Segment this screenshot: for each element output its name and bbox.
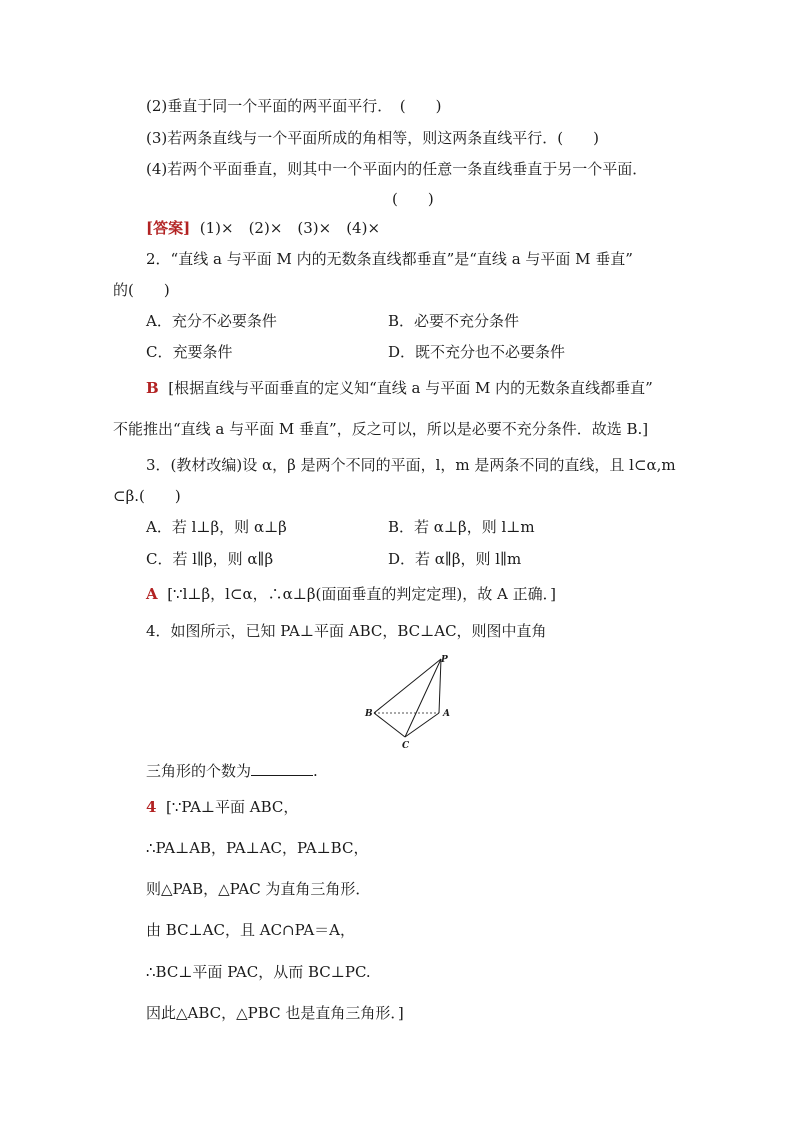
q4-stem-line-1: 4．如图所示，已知 PA⊥平面 ABC，BC⊥AC，则图中直角: [146, 622, 547, 640]
q2-analysis-text: [根据直线与平面垂直的定义知“直线 a 与平面 M 内的无数条直线都垂直”: [168, 379, 653, 397]
q2-analysis-line-2: 不能推出“直线 a 与平面 M 垂直”，反之可以，所以是必要不充分条件．故选 B.]: [113, 420, 649, 438]
q2-option-d: D．既不充分也不必要条件: [388, 343, 566, 361]
answer-blank: [251, 761, 313, 776]
q4-solution-line-4: 由 BC⊥AC，且 AC∩PA＝A，: [146, 921, 355, 939]
q2-option-a: A．充分不必要条件: [146, 312, 277, 330]
label-p: P: [441, 655, 448, 665]
q1-item-2: (2)垂直于同一个平面的两平面平行． ( ): [146, 97, 442, 115]
q4-solution-line-6: 因此△ABC，△PBC 也是直角三角形．]: [146, 1004, 404, 1022]
q4-solution-line-1: [146, 797, 298, 817]
edge-bc: [374, 713, 405, 737]
q3-option-a: A．若 l⊥β，则 α⊥β: [146, 518, 287, 536]
edge-pb: [374, 659, 441, 713]
q4-stem-end: .: [313, 762, 318, 780]
answer-tag: [答案]: [146, 219, 191, 237]
q2-option-c: C．充要条件: [146, 343, 233, 361]
q1-answer: [146, 218, 380, 238]
q3-analysis: [146, 584, 556, 604]
q2-option-b: B．必要不充分条件: [388, 312, 520, 330]
label-a: A: [443, 709, 450, 719]
q1-item-3: (3)若两条直线与一个平面所成的角相等，则这两条直线平行．( ): [146, 129, 599, 147]
q3-option-b: B．若 α⊥β，则 l⊥m: [388, 518, 535, 536]
q4-solution-text: [∵PA⊥平面 ABC，: [165, 798, 299, 816]
label-c: C: [402, 741, 410, 751]
q2-analysis-line-1: [146, 378, 653, 398]
q4-solution-line-2: ∴PA⊥AB，PA⊥AC，PA⊥BC，: [146, 839, 369, 857]
q3-answer-letter: A: [146, 585, 158, 603]
q1-item-4-paren: ( ): [392, 190, 434, 208]
q3-stem-line-2: ⊂β.( ): [113, 487, 181, 505]
label-b: B: [365, 709, 373, 719]
answer-text: (1)× (2)× (3)× (4)×: [199, 219, 381, 237]
q3-stem-line-1: 3．(教材改编)设 α，β 是两个不同的平面，l，m 是两条不同的直线，且 l⊂α,m: [146, 456, 676, 474]
q3-analysis-text: [∵l⊥β，l⊂α，∴α⊥β(面面垂直的判定定理)，故 A 正确．]: [167, 585, 556, 603]
q3-option-d: D．若 α∥β，则 l∥m: [388, 550, 522, 568]
q1-item-4: (4)若两个平面垂直，则其中一个平面内的任意一条直线垂直于另一个平面．: [146, 160, 648, 178]
q4-stem-text: 三角形的个数为: [146, 762, 252, 780]
q4-solution-line-3: 则△PAB，△PAC 为直角三角形．: [146, 880, 371, 898]
edge-pc: [405, 659, 441, 737]
q4-solution-line-5: ∴BC⊥平面 PAC，从而 BC⊥PC.: [146, 963, 371, 981]
q3-option-c: C．若 l∥β，则 α∥β: [146, 550, 274, 568]
q2-answer-letter: B: [146, 379, 159, 397]
pyramid-figure: [362, 651, 458, 751]
q2-stem-line-2: 的( ): [113, 281, 170, 299]
edge-pa: [439, 659, 441, 713]
q4-stem-line-2: [146, 761, 318, 781]
q4-answer-letter: 4: [146, 798, 157, 816]
q2-stem-line-1: 2．“直线 a 与平面 M 内的无数条直线都垂直”是“直线 a 与平面 M 垂直”: [146, 250, 633, 268]
